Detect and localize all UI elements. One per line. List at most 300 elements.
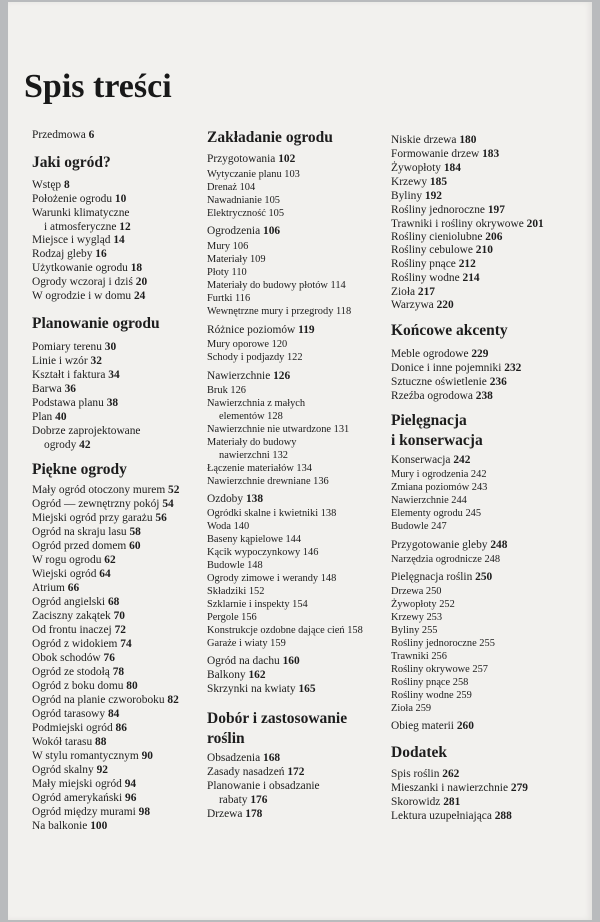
- toc-entry: [207, 436, 296, 449]
- toc-page-number: 40: [55, 411, 67, 423]
- toc-entry: [207, 338, 287, 351]
- toc-page-number: 72: [114, 624, 126, 636]
- toc-entry-title: Warzywa: [391, 299, 434, 311]
- toc-entry: [32, 526, 141, 539]
- toc-entry: [207, 423, 349, 436]
- toc-page-number: 262: [442, 768, 460, 780]
- toc-entry-title: Kształt i faktura: [32, 369, 106, 381]
- toc-section-heading: [207, 730, 245, 748]
- toc-entry: [391, 348, 488, 361]
- toc-entry-title: Materiały do budowy: [207, 437, 297, 448]
- toc-page-number: 66: [67, 582, 80, 594]
- toc-page-number: 84: [107, 708, 120, 720]
- toc-section-heading: [32, 315, 160, 333]
- toc-entry-title: Ogrodzenia: [207, 225, 261, 237]
- toc-entry-title: Drzewa: [207, 808, 243, 820]
- toc-entry-title: Wytyczanie planu 103: [207, 169, 300, 180]
- toc-entry: [207, 324, 315, 337]
- section-heading-text: Planowanie ogrodu: [32, 315, 160, 332]
- toc-entry-title: Przedmowa: [32, 129, 86, 141]
- toc-entry-title: Rośliny wodne: [391, 272, 460, 284]
- toc-section-heading: [391, 322, 508, 340]
- toc-entry-title: Rośliny pnące 258: [391, 677, 469, 688]
- toc-entry-title: Elementy ogrodu 245: [391, 508, 482, 519]
- toc-entry-title: Skorowidz: [391, 796, 441, 808]
- toc-entry: [32, 498, 174, 511]
- toc-page-number: 288: [494, 810, 512, 822]
- toc-entry: [32, 778, 136, 791]
- toc-entry: [32, 439, 91, 452]
- toc-entry-title: Kącik wypoczynkowy 146: [207, 547, 319, 558]
- toc-entry-title: Schody i podjazdy 122: [207, 352, 303, 363]
- toc-entry-title: ogrody: [44, 439, 77, 451]
- toc-entry-title: Konserwacja: [391, 454, 451, 466]
- toc-section-heading: [391, 744, 447, 762]
- toc-page-number: 56: [155, 512, 167, 524]
- toc-page-number: 78: [112, 666, 125, 678]
- toc-entry: [207, 240, 248, 253]
- toc-entry: [207, 669, 266, 682]
- toc-entry: [391, 454, 470, 467]
- section-heading-text: i konserwacja: [391, 432, 483, 449]
- toc-page-number: 30: [104, 341, 117, 353]
- toc-entry: [391, 244, 493, 257]
- toc-page-number: 138: [245, 493, 264, 505]
- toc-entry-title: Pielęgnacja roślin: [391, 571, 473, 583]
- toc-entry: [391, 258, 476, 271]
- toc-entry-title: Podstawa planu: [32, 397, 104, 409]
- toc-entry: [32, 694, 179, 707]
- toc-entry-title: Ogród amerykański: [32, 792, 123, 804]
- toc-entry-title: Niskie drzewa: [391, 134, 457, 146]
- toc-page-number: 20: [135, 276, 148, 288]
- toc-entry-title: Baseny kąpielowe 144: [207, 534, 302, 545]
- toc-entry: [207, 253, 266, 266]
- toc-entry: [32, 512, 167, 525]
- toc-entry-title: Nawierzchnie nie utwardzone 131: [207, 424, 350, 435]
- toc-entry: [391, 796, 460, 809]
- toc-entry-title: Wstęp: [32, 179, 62, 191]
- toc-entry-title: Obieg materii: [391, 720, 454, 732]
- toc-entry: [32, 383, 76, 396]
- toc-entry: [207, 475, 329, 488]
- toc-entry-title: Różnice poziomów: [207, 324, 296, 336]
- toc-section-heading: [32, 461, 127, 479]
- toc-page-number: 279: [510, 782, 528, 794]
- toc-entry: [207, 462, 312, 475]
- toc-entry-title: Płoty 110: [207, 267, 247, 278]
- toc-section-heading: [207, 129, 333, 147]
- toc-page-number: 260: [456, 720, 474, 732]
- toc-entry: [207, 624, 363, 637]
- toc-entry-title: Skrzynki na kwiaty: [207, 683, 296, 695]
- toc-entry-title: Rodzaj gleby: [32, 248, 93, 260]
- toc-entry: [207, 780, 320, 793]
- toc-entry: [207, 766, 304, 779]
- toc-entry: [32, 652, 115, 665]
- toc-entry: [32, 484, 179, 497]
- toc-entry: [207, 559, 263, 572]
- toc-entry-title: Żywopłoty 252: [391, 599, 455, 610]
- toc-entry-title: Drzewa 250: [391, 586, 442, 597]
- toc-entry: [207, 370, 290, 383]
- toc-entry-title: Rośliny cieniolubne: [391, 231, 483, 243]
- toc-page-number: 24: [133, 290, 146, 302]
- toc-entry: [32, 750, 153, 763]
- toc-entry: [207, 585, 264, 598]
- toc-entry: [32, 582, 79, 595]
- toc-page-number: 162: [248, 669, 266, 681]
- toc-page-number: 96: [125, 792, 137, 804]
- toc-entry: [32, 820, 107, 833]
- toc-entry-title: Ogród ze stodołą: [32, 666, 110, 678]
- toc-entry-title: Ogród tarasowy: [32, 708, 106, 720]
- toc-entry: [32, 262, 142, 275]
- toc-entry: [207, 292, 250, 305]
- toc-entry: [391, 598, 455, 611]
- toc-page-number: 76: [103, 652, 115, 664]
- toc-entry: [207, 168, 300, 181]
- toc-page-number: 102: [278, 153, 296, 165]
- toc-entry: [207, 683, 316, 696]
- toc-entry-title: Krzewy: [391, 176, 428, 188]
- toc-entry-title: Wiejski ogród: [32, 568, 97, 580]
- toc-entry: [207, 572, 336, 585]
- toc-section-heading: [32, 154, 111, 172]
- toc-entry: [32, 764, 108, 777]
- toc-entry: [32, 221, 131, 234]
- toc-page-number: 126: [273, 370, 291, 382]
- toc-entry-title: nawierzchni 132: [219, 450, 288, 461]
- toc-entry-title: Sztuczne oświetlenie: [391, 376, 487, 388]
- toc-entry: [207, 397, 305, 410]
- toc-page-number: 54: [162, 498, 174, 510]
- toc-entry-title: Nawierzchnia z małych: [207, 398, 306, 409]
- toc-page-number: 12: [119, 221, 131, 233]
- toc-page-number: 68: [107, 596, 120, 608]
- toc-entry-title: Ogród angielski: [32, 596, 106, 608]
- toc-entry-title: Pergole 156: [207, 612, 257, 623]
- toc-entry-title: Ogród skalny: [32, 764, 94, 776]
- toc-page-number: 74: [120, 638, 132, 650]
- toc-page-number: 165: [298, 683, 316, 695]
- toc-entry: [207, 493, 263, 506]
- toc-entry-title: W ogrodzie i w domu: [32, 290, 132, 302]
- toc-page-number: 185: [429, 176, 448, 188]
- toc-entry: [391, 481, 487, 494]
- toc-entry-title: Pomiary terenu: [32, 341, 102, 353]
- toc-page-number: 64: [99, 568, 111, 580]
- toc-page-number: 90: [141, 750, 153, 762]
- toc-page-number: 62: [104, 554, 116, 566]
- toc-entry-title: Nawierzchnie drewniane 136: [207, 476, 329, 487]
- toc-entry: [207, 637, 286, 650]
- toc-entry: [207, 279, 346, 292]
- toc-page-number: 178: [245, 808, 263, 820]
- toc-entry: [391, 376, 507, 389]
- toc-page-number: 201: [526, 218, 544, 230]
- toc-page-number: 250: [475, 571, 493, 583]
- toc-entry-title: Linie i wzór: [32, 355, 88, 367]
- toc-entry: [32, 207, 129, 220]
- toc-entry: [391, 810, 512, 823]
- toc-entry: [207, 384, 246, 397]
- toc-page-number: 16: [95, 248, 107, 260]
- toc-entry-title: Rośliny okrywowe 257: [391, 664, 488, 675]
- toc-entry-title: Od frontu inaczej: [32, 624, 112, 636]
- toc-entry: [391, 650, 447, 663]
- toc-entry: [391, 218, 544, 231]
- toc-page-number: 212: [458, 258, 476, 270]
- toc-entry-title: Mury 106: [207, 241, 249, 252]
- toc-entry-title: Składziki 152: [207, 586, 265, 597]
- toc-entry-title: Dobrze zaprojektowane: [32, 425, 141, 437]
- toc-entry-title: Formowanie drzew: [391, 148, 480, 160]
- toc-page-number: 34: [108, 369, 120, 381]
- toc-section-heading: [391, 432, 483, 450]
- toc-entry: [32, 680, 138, 693]
- toc-entry: [391, 204, 505, 217]
- toc-entry-title: i atmosferyczne: [44, 221, 117, 233]
- toc-entry-title: Ogrody wczoraj i dziś: [32, 276, 133, 288]
- toc-entry: [391, 286, 435, 299]
- toc-page-number: 197: [487, 204, 505, 216]
- toc-page-number: 248: [490, 539, 508, 551]
- toc-entry-title: Woda 140: [207, 521, 250, 532]
- toc-entry: [207, 752, 280, 765]
- toc-entry-title: Warunki klimatyczne: [32, 207, 130, 219]
- toc-entry-title: Podmiejski ogród: [32, 722, 113, 734]
- toc-entry-title: Mury oporowe 120: [207, 339, 288, 350]
- toc-entry-title: Narzędzia ogrodnicze 248: [391, 554, 501, 565]
- toc-entry-title: Ogród na dachu: [207, 655, 280, 667]
- toc-page-number: 119: [298, 324, 315, 336]
- toc-entry-title: Nawierzchnie: [207, 370, 271, 382]
- toc-entry: [391, 362, 521, 375]
- toc-entry: [207, 449, 288, 462]
- toc-entry-title: Atrium: [32, 582, 65, 594]
- toc-entry: [391, 720, 474, 733]
- toc-entry: [207, 611, 257, 624]
- toc-entry: [207, 533, 301, 546]
- toc-entry: [207, 655, 300, 668]
- section-heading-text: Dodatek: [391, 744, 447, 761]
- toc-entry-title: Położenie ogrodu: [32, 193, 113, 205]
- toc-entry-title: Barwa: [32, 383, 62, 395]
- toc-entry: [207, 225, 280, 238]
- toc-entry: [32, 540, 141, 553]
- toc-entry: [391, 231, 502, 244]
- toc-entry: [32, 397, 118, 410]
- toc-entry-title: Obsadzenia: [207, 752, 261, 764]
- toc-page-number: 192: [424, 190, 442, 202]
- toc-entry-title: Ogród z widokiem: [32, 638, 118, 650]
- toc-entry: [32, 369, 120, 382]
- section-heading-text: Piękne ogrody: [32, 461, 127, 478]
- toc-entry-title: Mury i ogrodzenia 242: [391, 469, 487, 480]
- toc-entry: [391, 299, 454, 312]
- page-title: Spis treści: [24, 68, 172, 105]
- toc-entry-title: Lektura uzupełniająca: [391, 810, 492, 822]
- toc-entry: [391, 663, 488, 676]
- toc-entry-title: Ogród z boku domu: [32, 680, 124, 692]
- toc-entry: [32, 355, 102, 368]
- toc-entry: [391, 494, 467, 507]
- toc-page-number: 86: [115, 722, 127, 734]
- toc-entry: [32, 425, 140, 438]
- toc-entry: [32, 806, 150, 819]
- toc-entry: [207, 808, 262, 821]
- toc-page-number: 214: [462, 272, 480, 284]
- toc-entry-title: Ogród na skraju lasu: [32, 526, 127, 538]
- section-heading-text: Jaki ogród?: [32, 154, 111, 171]
- toc-entry-title: Przygotowanie gleby: [391, 539, 488, 551]
- toc-entry: [32, 736, 106, 749]
- toc-entry-title: Planowanie i obsadzanie: [207, 780, 320, 792]
- toc-entry: [391, 390, 493, 403]
- toc-entry-title: Wewnętrzne mury i przegrody 118: [207, 306, 352, 317]
- toc-entry-title: Rzeźba ogrodowa: [391, 390, 473, 402]
- toc-page-number: 281: [443, 796, 461, 808]
- toc-entry-title: Nawierzchnie 244: [391, 495, 467, 506]
- toc-entry: [32, 290, 145, 303]
- toc-entry: [207, 794, 267, 807]
- toc-entry-title: Ogród — zewnętrzny pokój: [32, 498, 160, 510]
- toc-entry: [207, 153, 295, 166]
- toc-page-number: 176: [250, 794, 268, 806]
- toc-page-number: 8: [63, 179, 70, 191]
- toc-page-number: 229: [471, 348, 489, 360]
- toc-entry: [32, 193, 126, 206]
- toc-entry: [32, 276, 147, 289]
- toc-entry: [32, 248, 107, 261]
- toc-page-number: 232: [504, 362, 522, 374]
- toc-entry-title: Bruk 126: [207, 385, 246, 396]
- toc-entry: [391, 702, 431, 715]
- toc-entry-title: Elektryczność 105: [207, 208, 285, 219]
- toc-entry-title: Byliny: [391, 190, 423, 202]
- toc-page-number: 60: [129, 540, 141, 552]
- toc-entry: [391, 676, 468, 689]
- toc-entry-title: Przygotowania: [207, 153, 276, 165]
- toc-entry-title: W stylu romantycznym: [32, 750, 139, 762]
- book-page: [8, 2, 592, 920]
- toc-entry-title: Rośliny jednoroczne 255: [391, 638, 495, 649]
- toc-entry-title: rabaty: [219, 794, 248, 806]
- toc-entry: [32, 666, 124, 679]
- toc-entry-title: Plan: [32, 411, 53, 423]
- toc-entry-title: Mały ogród otoczony murem: [32, 484, 166, 496]
- toc-page-number: 172: [287, 766, 305, 778]
- section-heading-text: Końcowe akcenty: [391, 322, 508, 339]
- toc-entry-title: Łączenie materiałów 134: [207, 463, 313, 474]
- toc-page-number: 100: [90, 820, 108, 832]
- toc-page-number: 94: [124, 778, 137, 790]
- toc-entry-title: Zasady nasadzeń: [207, 766, 285, 778]
- toc-entry: [391, 162, 461, 175]
- toc-entry: [391, 176, 447, 189]
- toc-page-number: 180: [459, 134, 477, 146]
- toc-entry: [32, 792, 136, 805]
- toc-entry-title: Garaże i wiaty 159: [207, 638, 286, 649]
- toc-entry: [391, 624, 437, 637]
- toc-entry: [207, 266, 247, 279]
- toc-entry-title: Rośliny wodne 259: [391, 690, 472, 701]
- toc-entry: [32, 722, 127, 735]
- toc-entry-title: Drenaż 104: [207, 182, 256, 193]
- toc-page-number: 206: [485, 231, 503, 243]
- toc-entry: [32, 568, 111, 581]
- toc-entry: [391, 134, 476, 147]
- toc-entry-title: Nawadnianie 105: [207, 195, 280, 206]
- toc-entry: [207, 351, 303, 364]
- toc-entry-title: Ogród na planie czworoboku: [32, 694, 165, 706]
- toc-page-number: 70: [113, 610, 125, 622]
- toc-page-number: 82: [167, 694, 179, 706]
- toc-entry-title: Użytkowanie ogrodu: [32, 262, 128, 274]
- toc-entry-title: Meble ogrodowe: [391, 348, 469, 360]
- section-heading-text: roślin: [207, 730, 245, 747]
- section-heading-text: Zakładanie ogrodu: [207, 129, 333, 146]
- toc-entry-title: Ogród przed domem: [32, 540, 127, 552]
- toc-page-number: 184: [443, 162, 461, 174]
- toc-page-number: 18: [130, 262, 143, 274]
- toc-entry: [391, 782, 528, 795]
- toc-entry: [207, 598, 308, 611]
- toc-entry-title: Materiały do budowy płotów 114: [207, 280, 346, 291]
- toc-entry-title: Zaciszny zakątek: [32, 610, 111, 622]
- toc-entry: [391, 571, 492, 584]
- toc-page-number: 238: [475, 390, 493, 402]
- toc-entry-title: Budowle 148: [207, 560, 263, 571]
- toc-entry: [391, 553, 500, 566]
- toc-entry: [32, 624, 126, 637]
- toc-section-heading: [391, 412, 467, 430]
- toc-entry-title: Ogródki skalne i kwietniki 138: [207, 508, 337, 519]
- toc-entry: [391, 585, 442, 598]
- toc-entry: [207, 305, 351, 318]
- toc-page-number: 220: [436, 299, 454, 311]
- toc-page-number: 32: [90, 355, 102, 367]
- toc-entry-title: Konstrukcje ozdobne dające cień 158: [207, 625, 363, 636]
- toc-entry-title: elementów 128: [219, 411, 283, 422]
- toc-page-number: 168: [263, 752, 281, 764]
- toc-entry: [32, 638, 132, 651]
- toc-entry: [391, 611, 442, 624]
- toc-entry-title: Na balkonie: [32, 820, 88, 832]
- toc-entry-title: Spis roślin: [391, 768, 440, 780]
- toc-entry: [391, 468, 487, 481]
- toc-entry-title: Mieszanki i nawierzchnie: [391, 782, 509, 794]
- toc-entry: [32, 610, 125, 623]
- toc-page-number: 217: [417, 286, 435, 298]
- toc-entry: [32, 234, 125, 247]
- toc-entry-title: Byliny 255: [391, 625, 438, 636]
- toc-entry-title: Furtki 116: [207, 293, 251, 304]
- toc-entry: [391, 539, 507, 552]
- toc-entry-title: Szklarnie i inspekty 154: [207, 599, 308, 610]
- toc-page-number: 210: [475, 244, 493, 256]
- toc-page-number: 106: [263, 225, 281, 237]
- toc-entry-title: W rogu ogrodu: [32, 554, 102, 566]
- toc-section-heading: [207, 710, 347, 728]
- toc-entry-title: Mały miejski ogród: [32, 778, 122, 790]
- toc-page-number: 160: [282, 655, 300, 667]
- toc-page-number: 42: [79, 439, 91, 451]
- toc-entry-title: Trawniki 256: [391, 651, 447, 662]
- toc-entry-title: Żywopłoty: [391, 162, 441, 174]
- toc-page-number: 242: [453, 454, 471, 466]
